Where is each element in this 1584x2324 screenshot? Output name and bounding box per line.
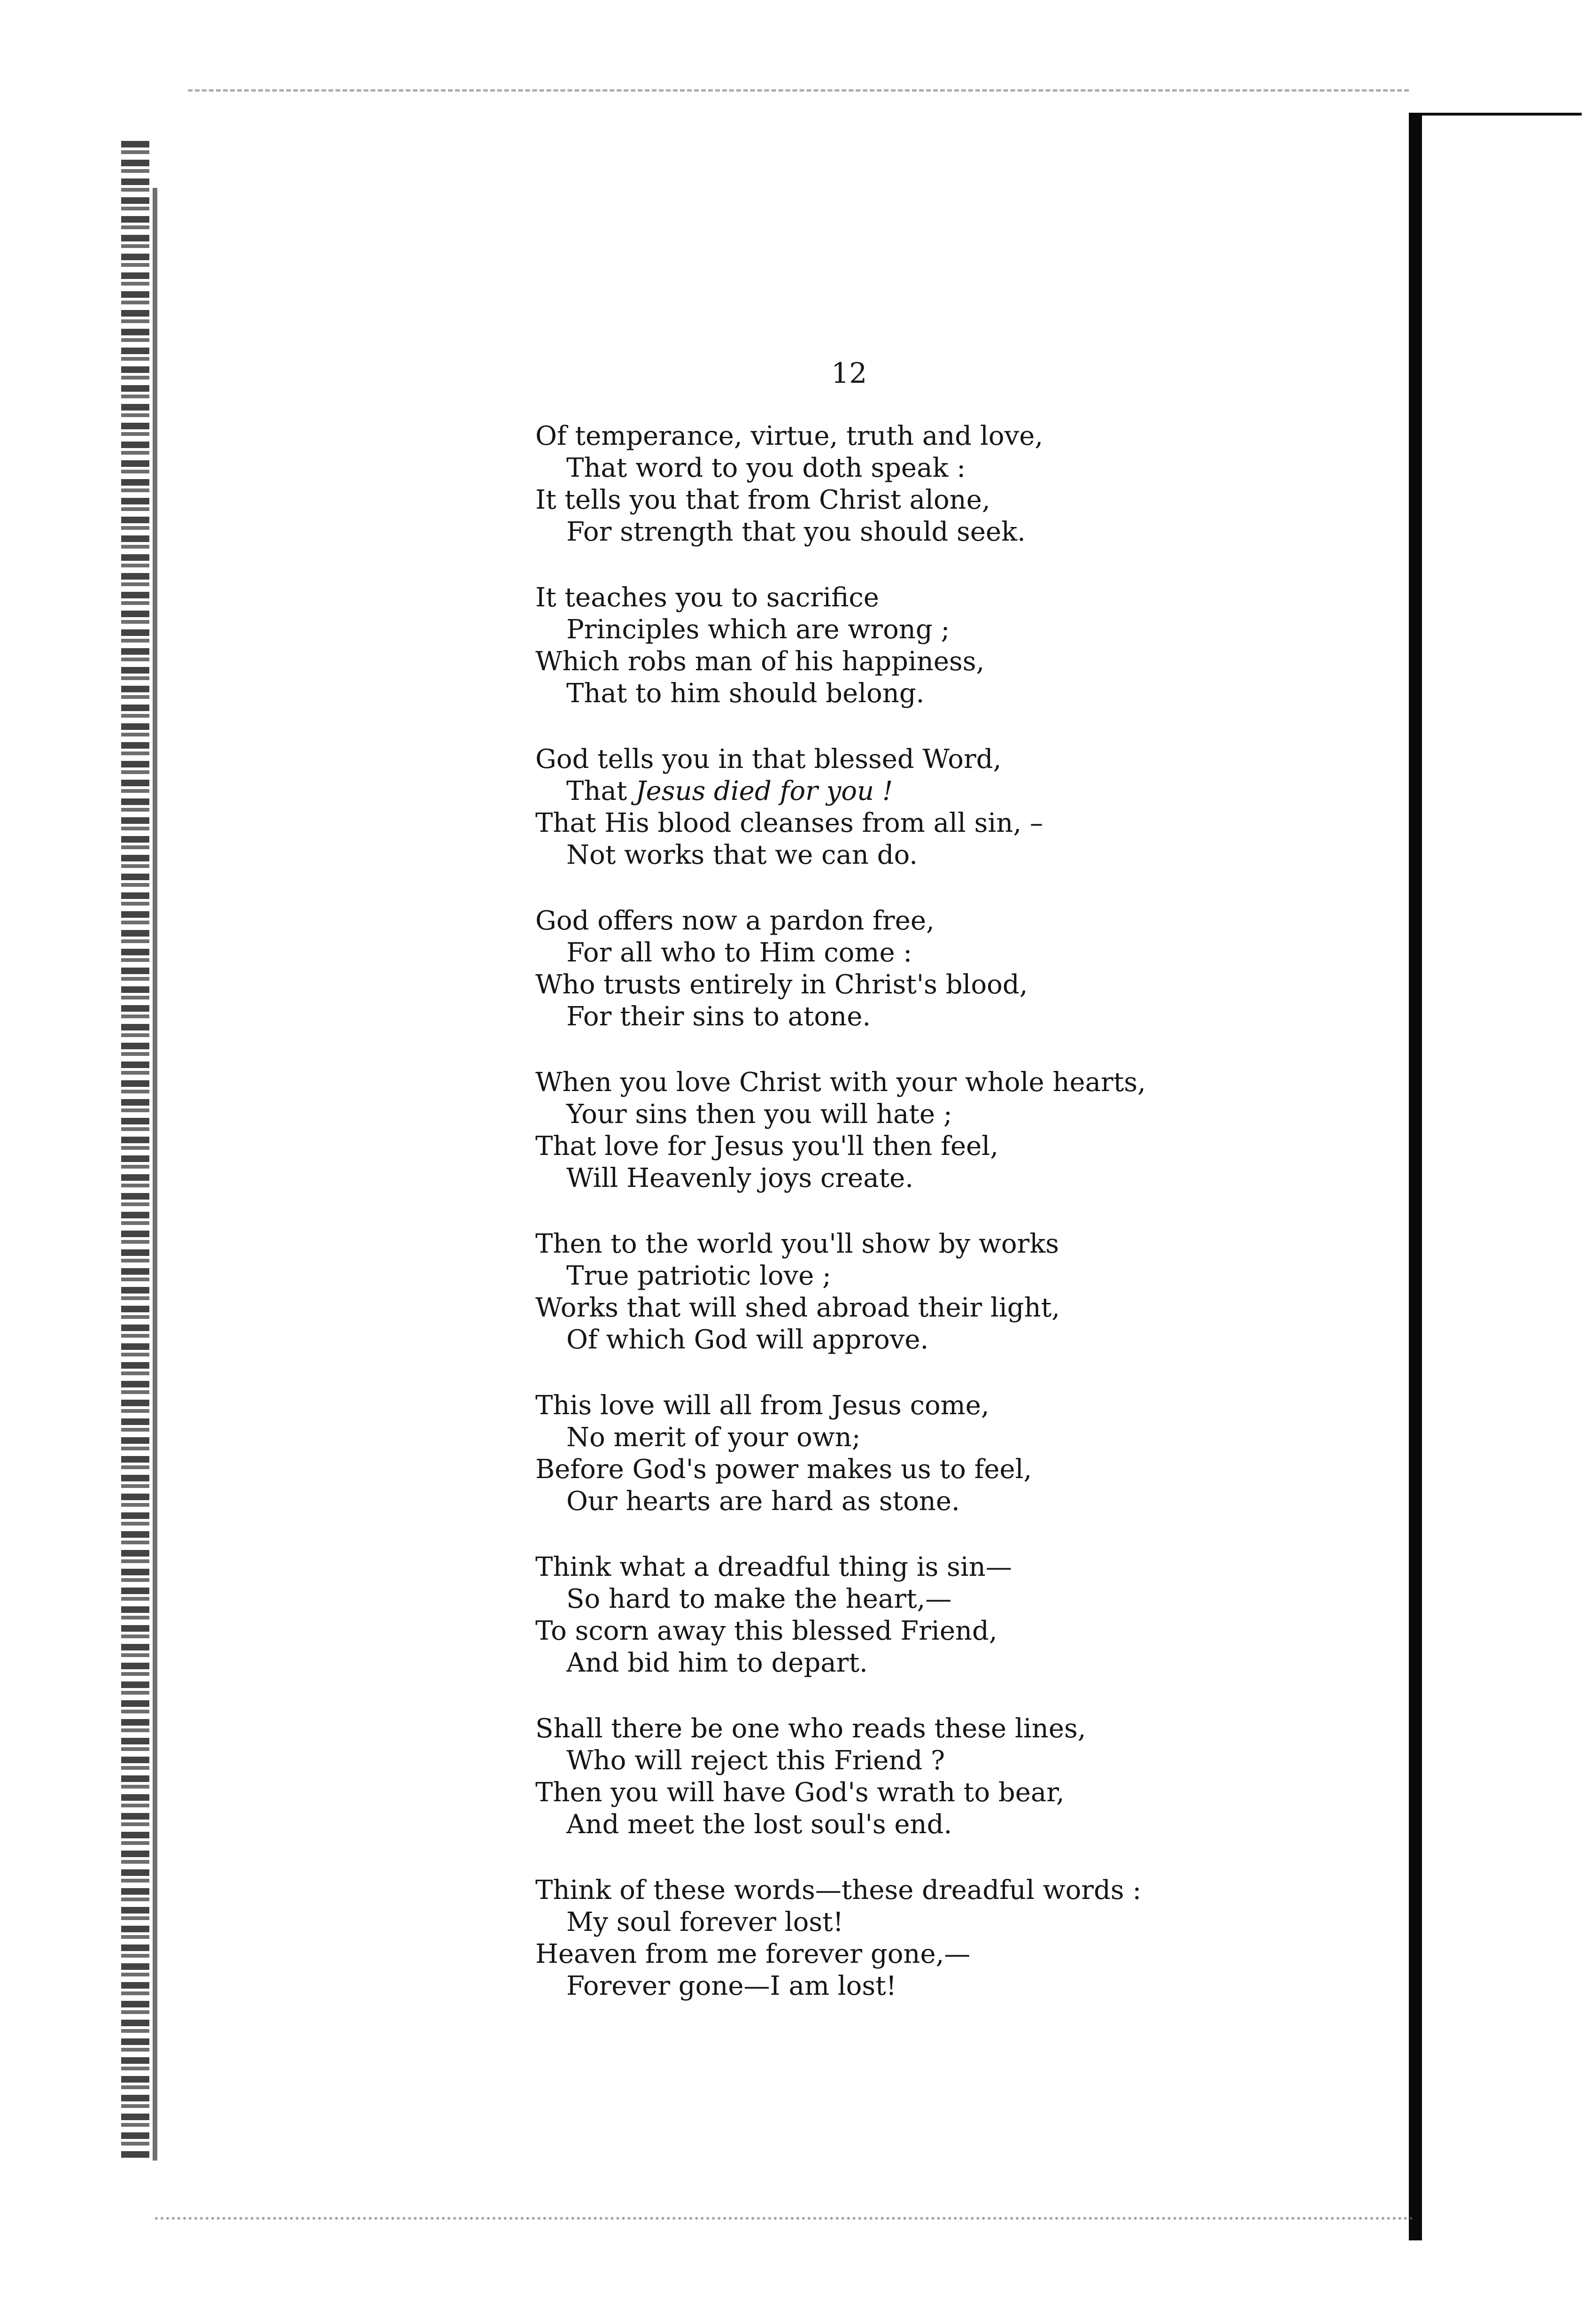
poem-line: Who trusts entirely in Christ's blood,: [535, 969, 1028, 1000]
poem-line: And meet the lost soul's end.: [566, 1809, 952, 1840]
stanza: [535, 1551, 1202, 1679]
poem-line: And bid him to depart.: [566, 1648, 868, 1678]
poem-line: God tells you in that blessed Word,: [535, 744, 1002, 775]
poem-line: It teaches you to sacrifice: [535, 582, 879, 613]
poem-line: [535, 775, 1202, 807]
poem-line: That His blood cleanses from all sin, –: [535, 808, 1043, 838]
poem-line: Then to the world you'll show by works: [535, 1229, 1059, 1259]
poem-line: When you love Christ with your whole hearts,: [535, 1067, 1146, 1098]
poem-line: Then you will have God's wrath to bear,: [535, 1777, 1065, 1808]
poem-line: My soul forever lost!: [566, 1907, 844, 1937]
poem-line: It tells you that from Christ alone,: [535, 485, 990, 515]
stanza: [535, 1067, 1202, 1194]
stanza: [535, 420, 1202, 548]
poem-line: That to him should belong.: [566, 678, 925, 709]
stanza: [535, 582, 1202, 710]
poem-line: No merit of your own;: [566, 1422, 861, 1453]
poem-line: Your sins then you will hate ;: [566, 1099, 952, 1130]
poem-line: Of temperance, virtue, truth and love,: [535, 421, 1043, 451]
page-number: 12: [831, 357, 867, 390]
right-page-edge-top: [1422, 113, 1582, 116]
stanza: [535, 1228, 1202, 1356]
poem-line: Principles which are wrong ;: [566, 614, 950, 645]
poem-line: This love will all from Jesus come,: [535, 1390, 989, 1421]
poem-line: True patriotic love ;: [566, 1261, 831, 1291]
scan-noise-bottom: [155, 2217, 1414, 2220]
stanza: [535, 744, 1202, 871]
poem-line: Forever gone—I am lost!: [566, 1971, 897, 2001]
poem-line: Before God's power makes us to feel,: [535, 1454, 1032, 1485]
stanza: [535, 1390, 1202, 1518]
poem-line: Of which God will approve.: [566, 1325, 929, 1355]
poem-line: Think of these words—these dreadful words :: [535, 1875, 1142, 1906]
binding-edge-line: [153, 188, 157, 2161]
poem-line: Which robs man of his happiness,: [535, 646, 985, 677]
poem: [535, 420, 1202, 2036]
poem-line: Think what a dreadful thing is sin—: [535, 1552, 1012, 1582]
poem-line: Will Heavenly joys create.: [566, 1163, 914, 1193]
poem-line: Not works that we can do.: [566, 840, 918, 870]
right-page-edge: [1409, 113, 1422, 2240]
stanza: [535, 1875, 1202, 2002]
poem-line: Who will reject this Friend ?: [566, 1745, 945, 1776]
poem-line: God offers now a pardon free,: [535, 906, 935, 936]
poem-line: Our hearts are hard as stone.: [566, 1486, 960, 1517]
poem-line: Heaven from me forever gone,—: [535, 1939, 971, 1969]
poem-line: Shall there be one who reads these lines,: [535, 1713, 1086, 1744]
italic-phrase: Jesus died for you !: [635, 776, 893, 806]
stanza: [535, 905, 1202, 1033]
poem-line-start: That: [566, 776, 636, 806]
stanza: [535, 1713, 1202, 1841]
poem-line: For all who to Him come :: [566, 937, 912, 968]
scan-noise-top: [188, 89, 1409, 92]
poem-line: That love for Jesus you'll then feel,: [535, 1131, 998, 1162]
binding-edge: [121, 141, 149, 2161]
poem-line: Works that will shed abroad their light,: [535, 1293, 1060, 1323]
poem-line: That word to you doth speak :: [566, 453, 966, 483]
poem-line: For their sins to atone.: [566, 1001, 871, 1032]
poem-line: For strength that you should seek.: [566, 517, 1026, 547]
poem-line: So hard to make the heart,—: [566, 1584, 952, 1614]
poem-line: To scorn away this blessed Friend,: [535, 1616, 997, 1646]
